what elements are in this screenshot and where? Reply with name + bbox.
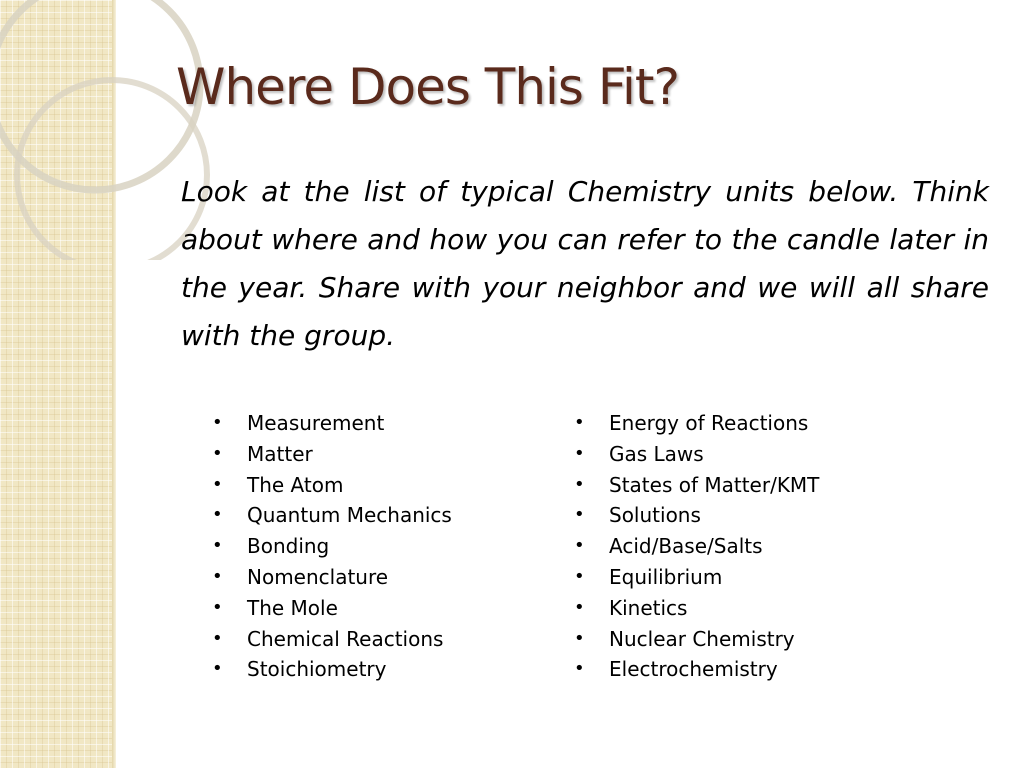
unit-label: Equilibrium: [609, 564, 723, 589]
unit-label: Bonding: [247, 534, 330, 559]
list-item: [212, 470, 452, 501]
list-item: [212, 624, 452, 655]
bullet: •: [212, 473, 223, 495]
unit-label: Acid/Base/Salts: [609, 534, 763, 559]
bullet: •: [574, 412, 585, 433]
unit-label: Quantum Mechanics: [247, 503, 452, 528]
decorative-ring-large: [0, 0, 200, 190]
unit-label: Kinetics: [609, 595, 688, 620]
list-item: [212, 408, 452, 439]
unit-label: Nomenclature: [247, 564, 389, 589]
bullet: •: [574, 565, 585, 587]
bullet: •: [212, 658, 223, 680]
units-list-right: [574, 408, 819, 685]
unit-label: Electrochemistry: [609, 657, 778, 682]
bullet: •: [212, 627, 223, 649]
unit-label: Gas Laws: [609, 441, 704, 466]
list-item: [574, 531, 819, 562]
unit-label: Measurement: [247, 411, 385, 435]
bullet: •: [574, 473, 585, 495]
list-item: [212, 593, 452, 624]
units-list-left: [212, 408, 452, 685]
list-item: [212, 654, 452, 685]
bullet: •: [212, 565, 223, 587]
bullet: •: [574, 504, 585, 526]
list-item: [574, 439, 819, 470]
list-item: [574, 624, 819, 655]
bullet: •: [574, 658, 585, 680]
list-item: [212, 531, 452, 562]
bullet: •: [212, 442, 223, 464]
unit-label: Energy of Reactions: [609, 411, 809, 435]
unit-label: The Atom: [247, 472, 344, 497]
unit-label: Matter: [247, 441, 313, 466]
bullet: •: [574, 596, 585, 618]
list-item: [212, 500, 452, 531]
list-item: [574, 500, 819, 531]
bullet: •: [574, 442, 585, 464]
unit-label: Chemical Reactions: [247, 626, 444, 651]
bullet: •: [212, 412, 223, 433]
list-item: [574, 470, 819, 501]
bullet: •: [212, 596, 223, 618]
unit-label: States of Matter/KMT: [609, 472, 820, 497]
list-item: [574, 593, 819, 624]
unit-label: Nuclear Chemistry: [609, 626, 795, 651]
bullet: •: [212, 535, 223, 557]
list-item: [574, 408, 819, 439]
unit-label: The Mole: [247, 595, 338, 620]
unit-label: Solutions: [609, 503, 701, 528]
list-item: [574, 562, 819, 593]
bullet: •: [212, 504, 223, 526]
slide-title: Where Does This Fit?: [176, 58, 680, 116]
list-item: [212, 562, 452, 593]
intro-paragraph: Look at the list of typical Chemistry units below. Think about where and how you can refer to the candle later in the year. Share with your neighbor and we will all share with the group.: [181, 175, 989, 352]
list-item: [574, 654, 819, 685]
unit-label: Stoichiometry: [247, 657, 387, 682]
list-item: [212, 439, 452, 470]
bullet: •: [574, 535, 585, 557]
bullet: •: [574, 627, 585, 649]
